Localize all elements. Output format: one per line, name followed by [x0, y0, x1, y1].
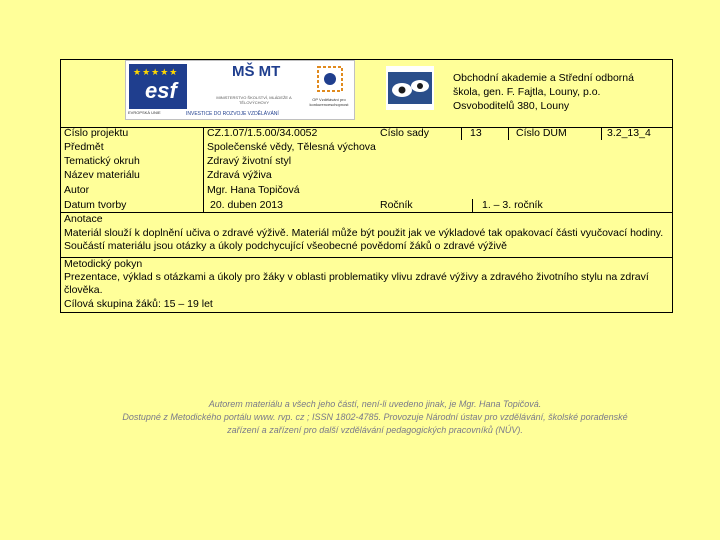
table-column-divider: [203, 127, 204, 212]
table-cell-divider: [472, 199, 473, 212]
esf-logo: [129, 64, 187, 109]
table-top-line: [60, 127, 673, 128]
msmt-logo-text: MŠ MT: [232, 63, 281, 80]
cislo-projektu-label: Číslo projektu: [64, 127, 129, 139]
cislo-sady-label: Číslo sady: [380, 127, 430, 139]
tematicky-okruh-value: Zdravý životní styl: [207, 155, 292, 167]
cilova-skupina: Cílová skupina žáků: 15 – 19 let: [64, 298, 213, 310]
predmet-label: Předmět: [64, 141, 104, 153]
autor-label: Autor: [64, 184, 90, 196]
table-cell-divider: [461, 127, 462, 140]
msmt-logo: [214, 65, 294, 109]
metodicky-label: Metodický pokyn: [64, 258, 143, 270]
metodicky-text: Prezentace, výklad s otázkami a úkoly pro žáky v oblasti problematiky vlivu zdravé výživy a zdravého životního stylu na zdraví člověka.: [64, 271, 649, 296]
rocnik-label: Ročník: [380, 199, 413, 211]
tematicky-okruh-label: Tematický okruh: [64, 155, 140, 167]
cislo-dum-label: Číslo DUM: [516, 127, 567, 139]
footer-line-2: Dostupné z Metodického portálu www. rvp. cz ; ISSN 1802-4785. Provozuje Národní ústav pro vzdělávání, školské poradenské zařízení a zařízení pro další vzdělávání pedagogických pracovníků (NÚV).: [122, 412, 628, 435]
eu-caption: EVROPSKÁ UNIE: [128, 110, 161, 115]
eu-stars-icon: ★★★★★: [133, 67, 179, 77]
invest-caption: INVESTICE DO ROZVOJE VZDĚLÁVÁNÍ: [186, 111, 279, 117]
op-caption: OP Vzdělávání pro konkurenceschopnost: [309, 97, 349, 107]
cislo-dum-value: 3.2_13_4: [607, 127, 651, 139]
nazev-label: Název materiálu: [64, 169, 140, 181]
nazev-value: Zdravá výživa: [207, 169, 272, 181]
rocnik-value: 1. – 3. ročník: [482, 199, 543, 211]
anotace-text: Materiál slouží k doplnění učiva o zdravé výživě. Materiál může být použit jak ve výkladové tak opakovací části vyučovací hodiny. Součástí materiálu jsou otázky a úkoly podchycující všeobecné povědomí žáků o zdravé výživě: [64, 227, 664, 252]
school-logo-icon: [386, 66, 434, 110]
cislo-projektu-value: CZ.1.07/1.5.00/34.0052: [207, 127, 318, 139]
datum-value: 20. duben 2013: [210, 199, 283, 211]
op-logo-icon: [306, 65, 352, 95]
cislo-sady-value: 13: [470, 127, 482, 139]
datum-label: Datum tvorby: [64, 199, 127, 211]
msmt-caption: MINISTERSTVO ŠKOLSTVÍ, MLÁDEŽE A TĚLOVÝCHOVY: [216, 95, 292, 105]
anotace-label: Anotace: [64, 213, 103, 225]
esf-logo-text: esf: [145, 78, 177, 103]
table-cell-divider: [601, 127, 602, 140]
logo-strip: [125, 60, 355, 120]
footer-line-1: Autorem materiálu a všech jeho částí, není-li uvedeno jinak, je Mgr. Hana Topičová.: [208, 399, 542, 409]
op-logo: [306, 65, 352, 109]
school-name: Obchodní akademie a Střední odborná škola, gen. F. Fajtla, Louny, p.o. Osvoboditelů 380, Louny: [453, 72, 634, 112]
predmet-value: Společenské vědy, Tělesná výchova: [207, 141, 376, 153]
autor-value: Mgr. Hana Topičová: [207, 184, 300, 196]
table-cell-divider: [508, 127, 509, 140]
footer-credits: [110, 398, 640, 437]
